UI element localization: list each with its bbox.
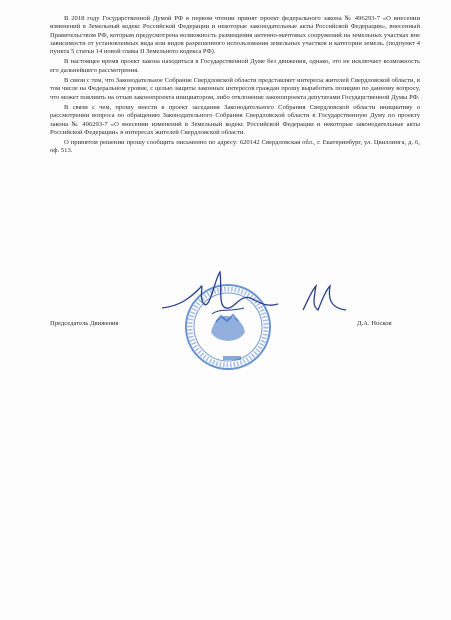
signatory-title: Председатель Движения — [50, 320, 119, 327]
letter-body — [50, 15, 420, 158]
signature-scribble — [160, 268, 280, 328]
signature-initials — [300, 280, 350, 320]
signatory-name: Д.А. Носков — [357, 320, 392, 327]
paragraph-1: В 2018 году Государственной Думой РФ в первом чтении принят проект федерального закона № 496293-7 «О внесении изменений в Земельный кодекс Российской Федерации и некоторые законодательные акты Российской Федерации», внесенный Правительством РФ, которым предусмотрена возможность размещения антенно-мачтовых сооружений на земельных участках вне зависимости от установленных вида или видов разрешенного использования земельных участков и категории земель. (подпункт 4 пункта 5 статьи 14 новой главы II Земельного кодекса РФ). — [50, 15, 420, 56]
paragraph-5: О принятом решении прошу сообщить письменно по адресу: 620142 Свердловская обл., г. Екатеринбург, ул. Цвиллинга, д. 6, оф. 513. — [50, 139, 420, 155]
paragraph-2: В настоящее время проект закона находиться в Государственной Думе без движения, однако, это не исключает возможность его дальнейшего рассмотрения. — [50, 58, 420, 74]
paragraph-4: В связи с чем, прошу внести в проект заседания Законодательного Собрания Свердловской области инициативу о рассмотрении вопроса по обращению Законодательного Собрания Свердловской области в Государственную Думу по проекту закона № 496293-7 «О внесении изменений в Земельный кодекс Российской Федерации и некоторые законодательные акты Российской Федерации» в интересах жителей Свердловской области. — [50, 103, 420, 136]
paragraph-3: В связи с тем, что Законодательное Собрание Свердловской области представляет интересы жителей Свердловской области, в том числе на Федеральном уровне, с целью защиты законных интересов граждан прошу выработать позицию по данному вопросу, что может повлиять на отзыв законопроекта инициатором, либо отклонение законопроекта депутатами Государственной Думы РФ. — [50, 77, 420, 101]
